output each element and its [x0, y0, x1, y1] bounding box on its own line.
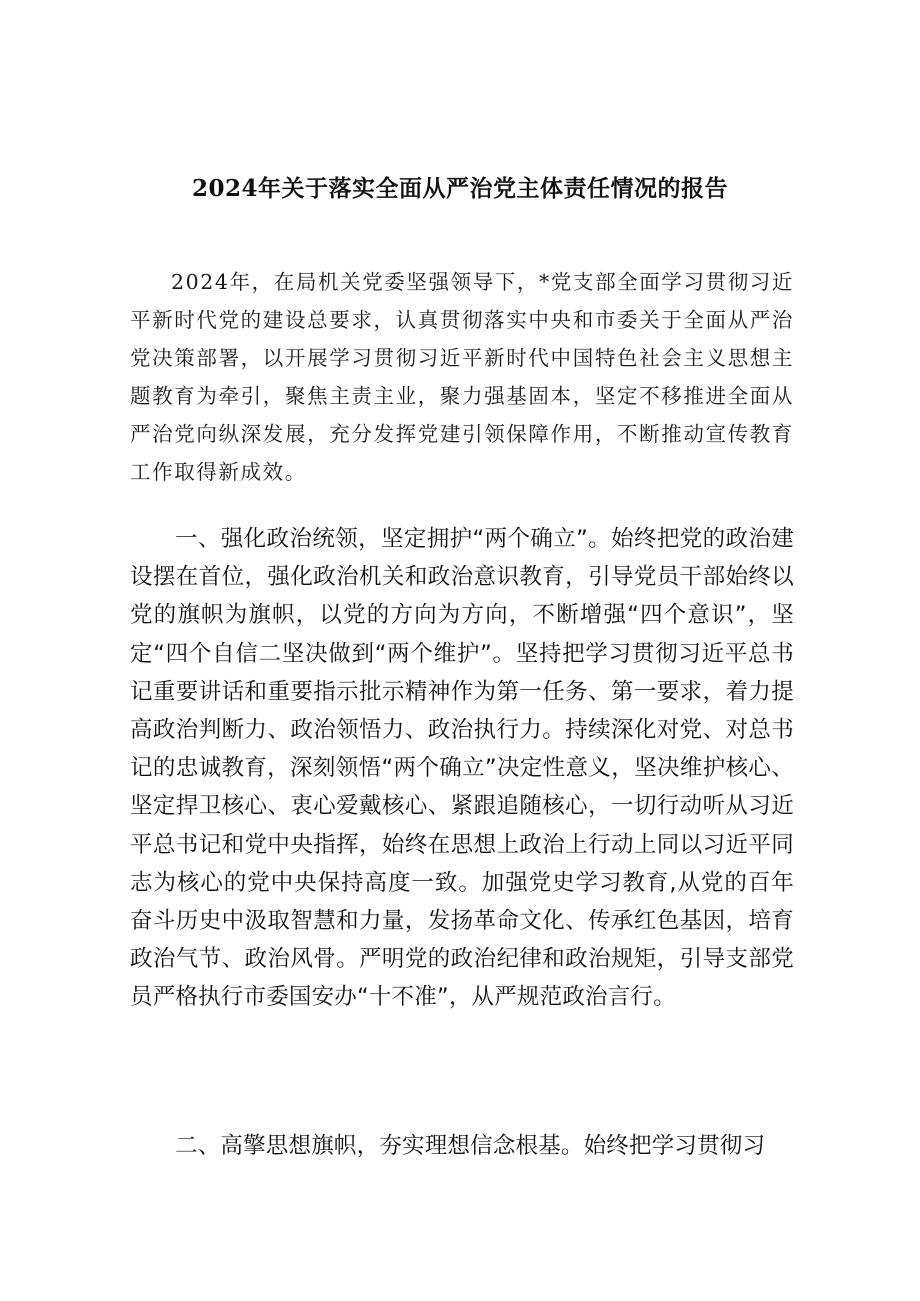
- document-title: 2024年关于落实全面从严治党主体责任情况的报告: [191, 175, 728, 202]
- intro-paragraph: 2024年，在局机关党委坚强领导下，*党支部全面学习贯彻习近平新时代党的建设总要求，认真贯彻落实中央和市委关于全面从严治党决策部署，以开展学习贯彻习近平新时代中国特色社会主义思想主题教育为牵引，聚焦主责主业，聚力强基固本，坚定不移推进全面从严治党向纵深发展，充分发挥党建引领保障作用，不断推动宣传教育工作取得新成效。: [130, 270, 794, 484]
- section-one-paragraph: 一、强化政治统领，坚定拥护“两个确立”。始终把党的政治建设摆在首位，强化政治机关和政治意识教育，引导党员干部始终以党的旗帜为旗帜，以党的方向为方向，不断增强“四个意识”，坚定“四个自信二坚决做到“两个维护”。坚持把学习贯彻习近平总书记重要讲话和重要指示批示精神作为第一任务、第一要求，着力提高政治判断力、政治领悟力、政治执行力。持续深化对党、对总书记的忠诚教育，深刻领悟“两个确立”决定性意义，坚决维护核心、坚定捍卫核心、衷心爱戴核心、紧跟追随核心，一切行动听从习近平总书记和党中央指挥，始终在思想上政治上行动上同以习近平同志为核心的党中央保持高度一致。加强党史学习教育,从党的百年奋斗历史中汲取智慧和力量，发扬革命文化、传承红色基因，培育政治气节、政治风骨。严明党的政治纪律和政治规矩，引导支部党员严格执行市委国安办“十不准”，从严规范政治言行。: [130, 526, 794, 1011]
- section-two-paragraph: 二、高擎思想旗帜，夯实理想信念根基。始终把学习贯彻习: [175, 1133, 766, 1159]
